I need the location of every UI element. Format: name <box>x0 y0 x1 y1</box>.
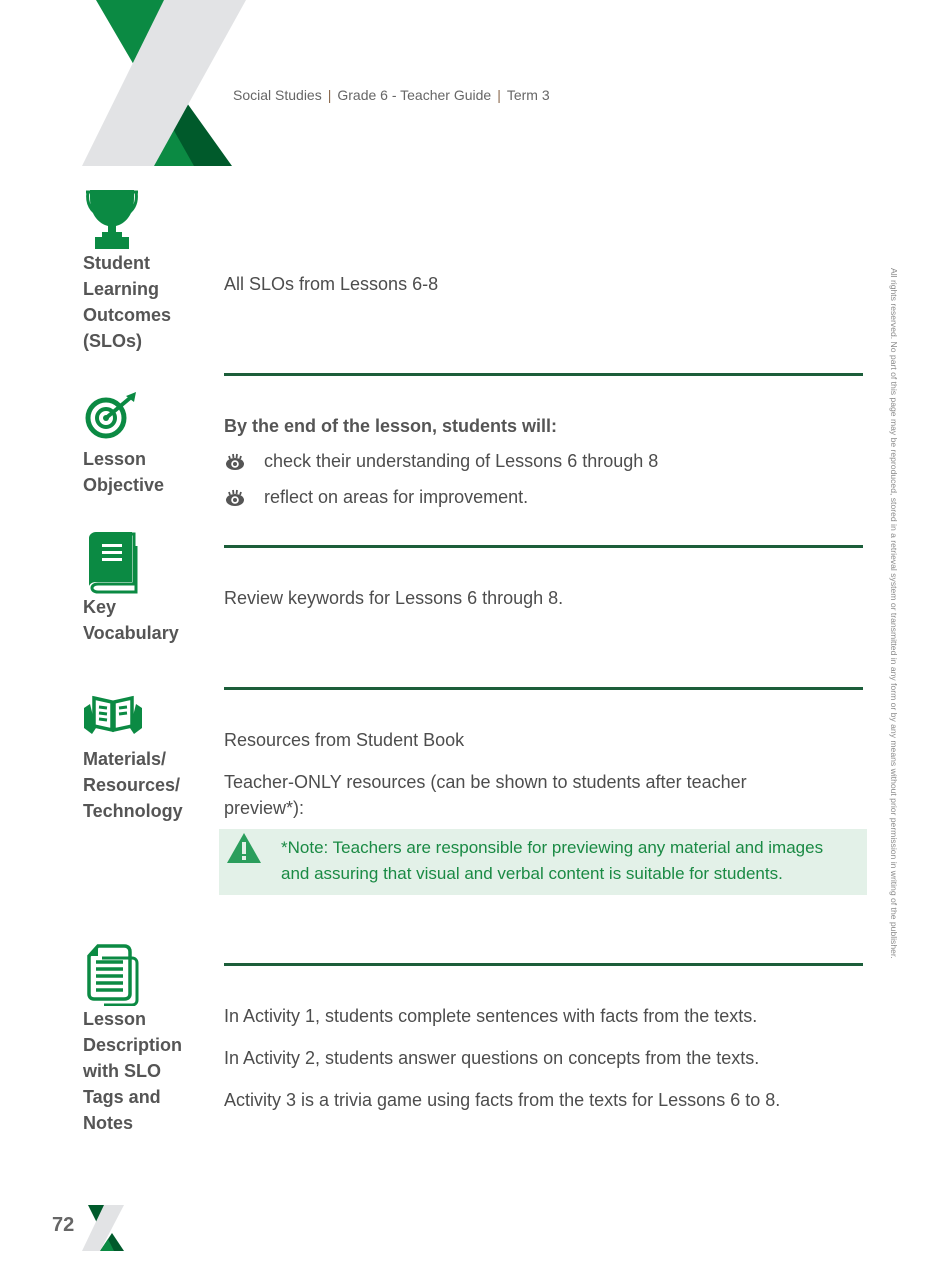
section-label-description <box>83 1006 182 1136</box>
bullet-text: check their understanding of Lessons 6 through 8 <box>264 450 659 471</box>
materials-teacher-only <box>224 769 747 821</box>
section-label-slos <box>83 250 171 354</box>
copyright-notice <box>885 268 903 1008</box>
label-line: Lesson <box>83 1009 147 1029</box>
section-divider <box>224 373 863 376</box>
document-icon <box>86 944 140 1006</box>
label-line: (SLOs) <box>83 331 143 351</box>
slos-content: All SLOs from Lessons 6-8 <box>224 274 439 294</box>
copyright-text: All rights reserved. No part of this page may be reproduced, stored in a retrieval system or transmitted in any form or by any means without prior permission in writing of the publisher. <box>889 268 899 959</box>
label-line: Tags and <box>83 1087 161 1107</box>
breadcrumb-subject: Social Studies <box>233 87 322 103</box>
eye-icon <box>224 486 246 508</box>
objective-intro: By the end of the lesson, students will: <box>224 416 558 436</box>
page-number: 72 <box>52 1214 75 1236</box>
book-icon <box>84 532 140 594</box>
section-divider <box>224 687 863 690</box>
trophy-icon <box>84 188 140 250</box>
materials-resources: Resources from Student Book <box>224 730 465 750</box>
breadcrumb-separator: | <box>327 87 332 103</box>
label-line: Vocabulary <box>83 623 179 643</box>
note-text <box>281 835 866 887</box>
target-icon <box>84 392 140 440</box>
label-line: Technology <box>83 801 183 821</box>
footer-logo <box>82 1205 126 1251</box>
label-line: Notes <box>83 1113 134 1133</box>
label-line: Description <box>83 1035 183 1055</box>
section-divider <box>224 545 863 548</box>
breadcrumb-term: Term 3 <box>506 87 550 103</box>
breadcrumb-separator: | <box>497 87 501 103</box>
brand-logo <box>82 0 252 168</box>
breadcrumb-grade: Grade 6 - Teacher Guide <box>337 87 492 103</box>
description-activity-3: Activity 3 is a trivia game using facts from the texts for Lessons 6 to 8. <box>224 1090 781 1110</box>
label-line: with SLO <box>83 1061 161 1081</box>
section-label-materials <box>83 746 183 824</box>
label-line: Outcomes <box>83 305 172 325</box>
label-line: Key <box>83 597 117 617</box>
breadcrumb <box>233 87 550 103</box>
eye-icon <box>224 450 246 472</box>
section-label-vocabulary <box>83 594 179 646</box>
vocabulary-content: Review keywords for Lessons 6 through 8. <box>224 588 564 608</box>
label-line: Student <box>83 253 150 273</box>
objective-bullet <box>224 486 528 508</box>
warning-icon <box>226 832 262 864</box>
bullet-text: reflect on areas for improvement. <box>264 486 529 507</box>
label-line: Lesson <box>83 449 147 469</box>
note-line: and assuring that visual and verbal content is suitable for students. <box>281 864 783 883</box>
label-line: Learning <box>83 279 160 299</box>
label-line: Materials/ <box>83 749 167 769</box>
label-line: Objective <box>83 475 165 495</box>
label-line: Resources/ <box>83 775 181 795</box>
description-activity-1: In Activity 1, students complete sentences with facts from the texts. <box>224 1006 758 1026</box>
description-activity-2: In Activity 2, students answer questions on concepts from the texts. <box>224 1048 760 1068</box>
objective-bullet <box>224 450 658 472</box>
note-line: *Note: Teachers are responsible for previewing any material and images <box>281 838 824 857</box>
section-label-objective <box>83 446 164 498</box>
text-line: preview*): <box>224 798 305 818</box>
section-divider <box>224 963 863 966</box>
text-line: Teacher-ONLY resources (can be shown to students after teacher <box>224 772 747 792</box>
open-book-hands-icon <box>82 694 144 736</box>
